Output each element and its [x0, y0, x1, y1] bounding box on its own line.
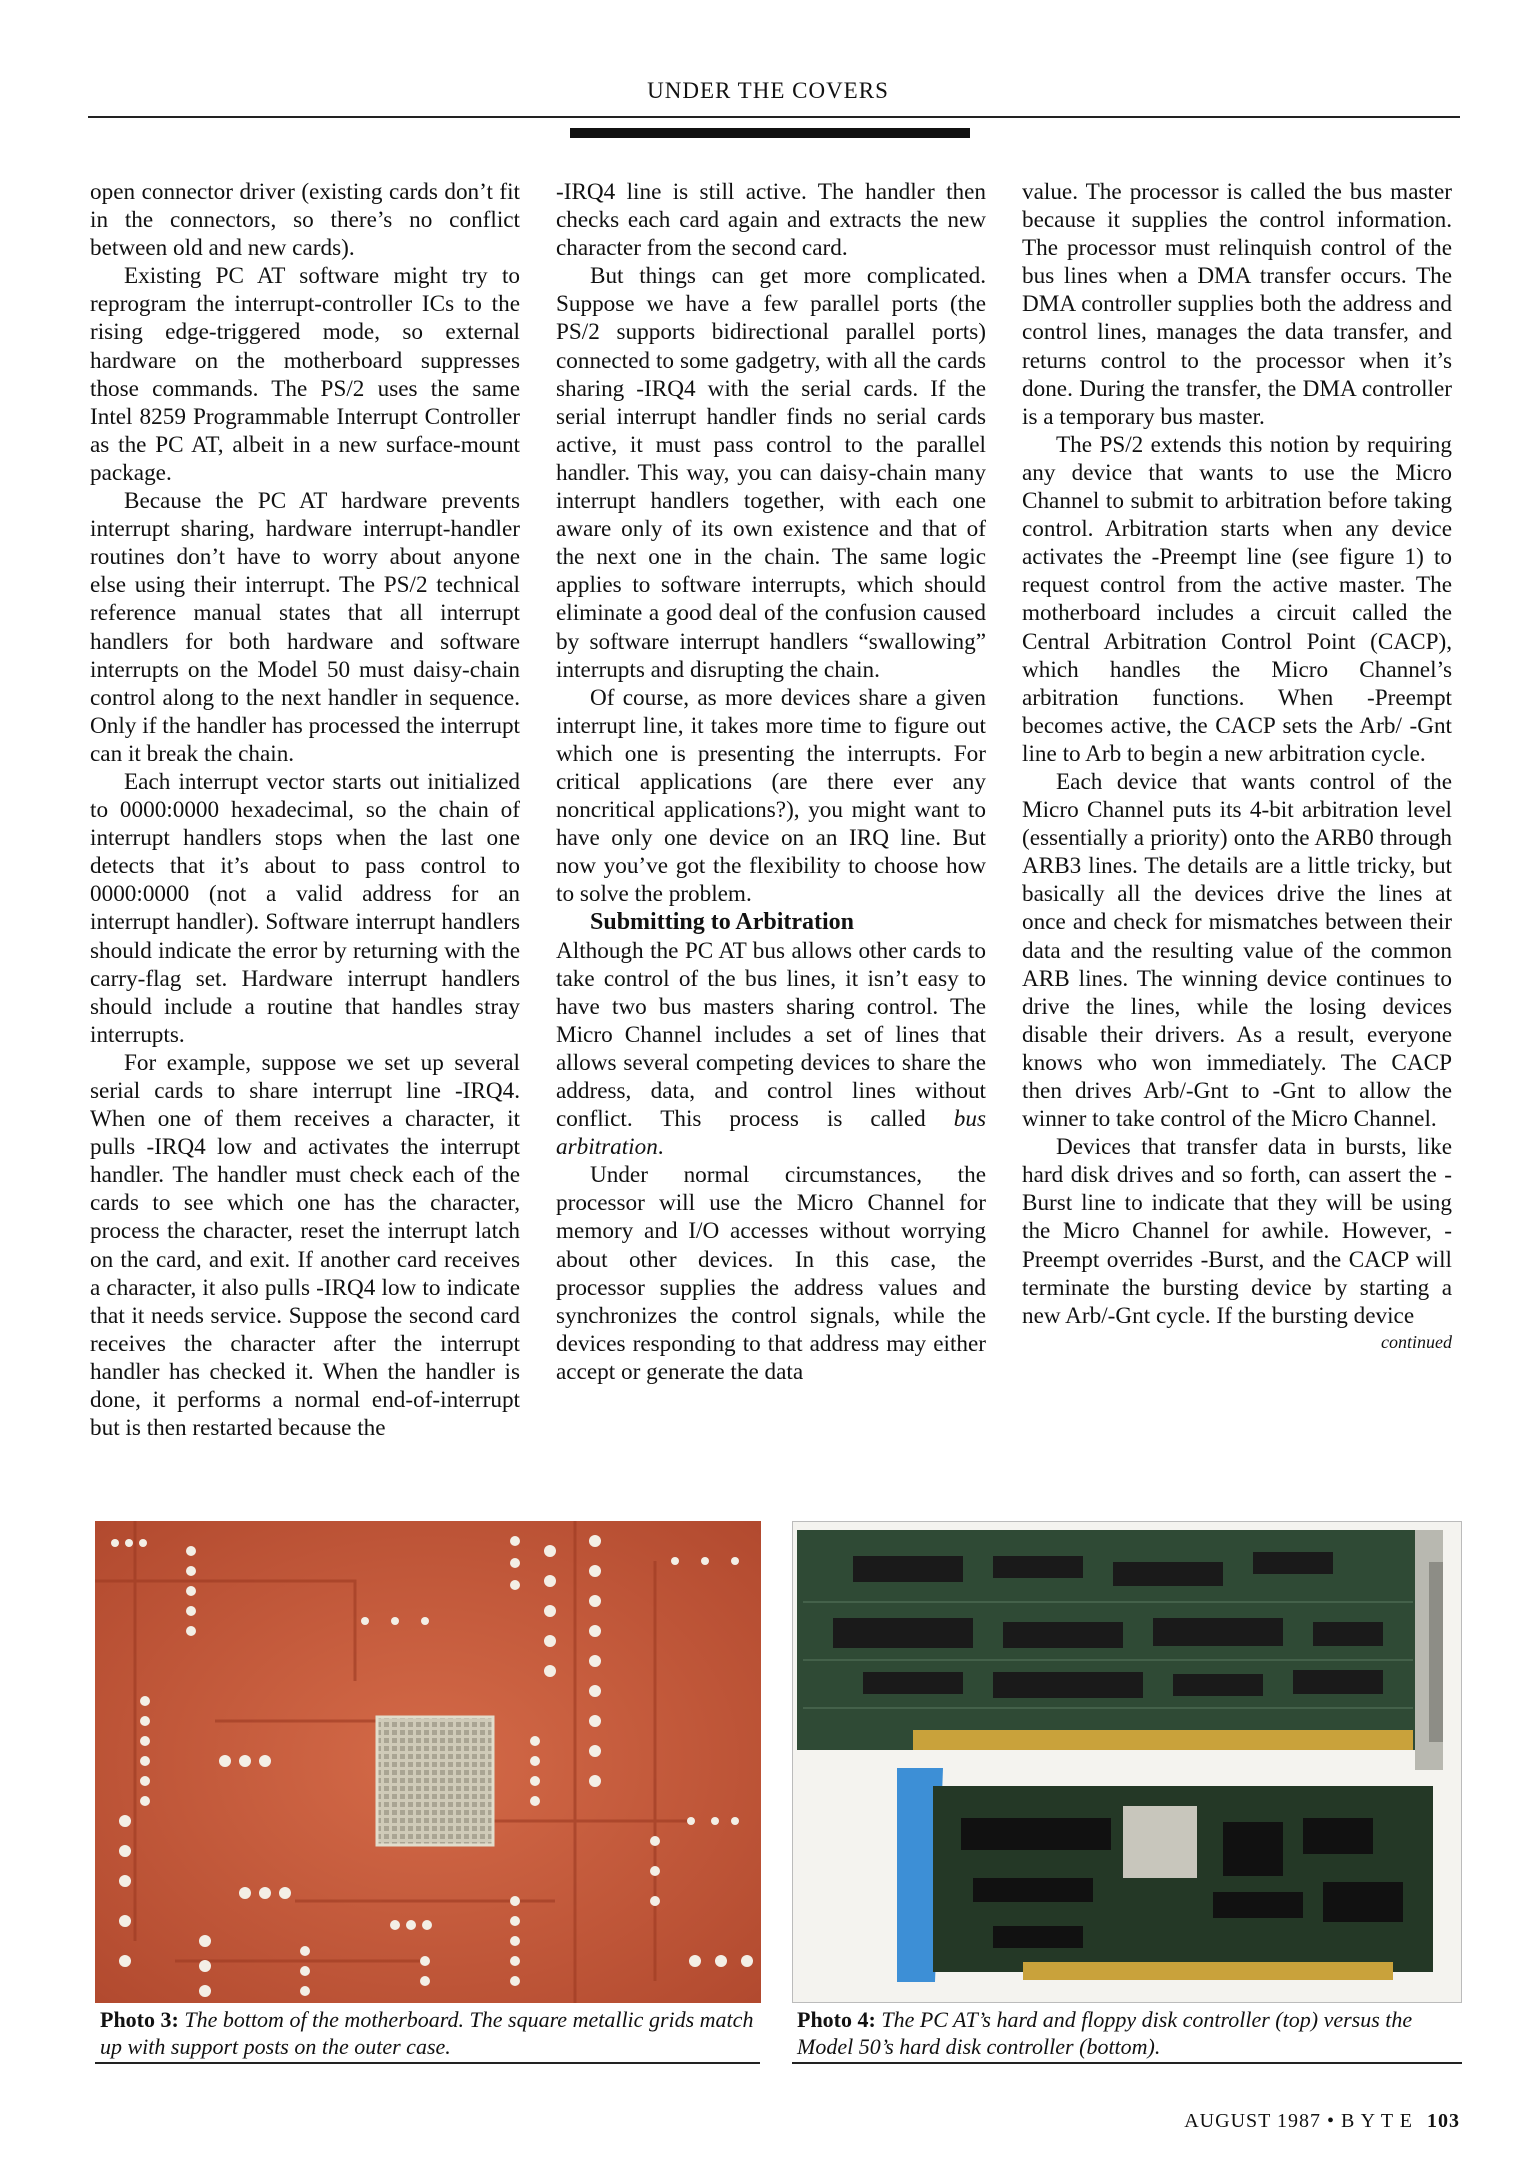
caption-rule [792, 2062, 1462, 2064]
column-1 [90, 178, 520, 1442]
issue-date: AUGUST 1987 • B Y T E [1184, 2110, 1413, 2132]
paragraph: open connector driver (existing cards don’t fit in the connectors, so there’s no conflict between old and new cards). [90, 179, 520, 262]
caption-label: Photo 3: [100, 2007, 179, 2032]
controller-cards-illustration [793, 1522, 1462, 2003]
section-heading: Submitting to Arbitration [590, 909, 855, 936]
motherboard-illustration [95, 1521, 761, 2003]
paragraph: But things can get more complicated. Suppose we have a few parallel ports (the PS/2 supports bidirectional parallel ports) connected to some gadgetry, with all the cards sharing -IRQ4 with the serial cards. If the serial interrupt handler finds no serial cards active, it must pass control to the parallel handler. This way, you can daisy-chain many interrupt handlers together, with each one aware only of its own existence and that of the next one in the chain. The same logic applies to software interrupts, which should eliminate a good deal of the confusion caused by software interrupt handlers “swallowing” interrupts and disrupting the chain. [556, 263, 986, 683]
paragraph: Because the PC AT hardware prevents interrupt sharing, hardware interrupt-handler routines don’t have to worry about anyone else using their interrupt. The PS/2 technical reference manual states that all interrupt handlers for both hardware and software interrupts on the Model 50 must daisy-chain control along to the next handler in sequence. Only if the handler has processed the interrupt can it break the chain. [90, 488, 520, 767]
paragraph: Of course, as more devices share a given interrupt line, it takes more time to figure out which one is presenting the interrupts. For critical applications (are there ever any noncritical applications?), you might want to have only one device on an IRQ line. But now you’ve got the flexibility to choose how to solve the problem. [556, 684, 986, 908]
photo-4-disk-controllers [792, 1521, 1462, 2003]
photo-3-motherboard [95, 1521, 761, 2003]
page-number: 103 [1427, 2110, 1460, 2132]
column-2 [556, 178, 986, 1386]
paragraph: Devices that transfer data in bursts, like hard disk drives and so forth, can assert the -Burst line to indicate that they will be using the Micro Channel for awhile. However, -Preempt overrides -Burst, and the CACP will terminate the bursting device by starting a new Arb/-Gnt cycle. If the bursting device [1022, 1134, 1452, 1329]
paragraph: Each interrupt vector starts out initialized to 0000:0000 hexadecimal, so the chain of interrupt handlers stops when the last one detects that it’s about to pass control to 0000:0000 (not a valid address for an interrupt handler). Software interrupt handlers should indicate the error by returning with the carry-flag set. Hardware interrupt handlers should include a routine that handles stray interrupts. [90, 768, 520, 1048]
page-footer [1184, 2110, 1460, 2133]
photo-4-caption [797, 2006, 1463, 2060]
column-3 [1022, 178, 1452, 1356]
paragraph: Existing PC AT software might try to reprogram the interrupt-controller ICs to the rising edge-triggered mode, so external hardware on the motherboard suppresses those commands. The PS/2 uses the same Intel 8259 Programmable Interrupt Controller as the PC AT, albeit in a new surface-mount package. [90, 263, 520, 486]
paragraph: -IRQ4 line is still active. The handler then checks each card again and extracts the new character from the second card. [556, 179, 986, 262]
paragraph-text-end: . [657, 1134, 664, 1161]
caption-text: The bottom of the motherboard. The square metallic grids match up with support posts on the outer case. [100, 2007, 754, 2059]
header-rule [88, 116, 1460, 118]
paragraph: Under normal circumstances, the processor will use the Micro Channel for memory and I/O accesses without worrying about other devices. In this case, the processor supplies the address values and synchronizes the control signals, while the devices responding to that address may either accept or generate the data [556, 1162, 986, 1385]
caption-rule [95, 2062, 760, 2064]
caption-label: Photo 4: [797, 2007, 876, 2032]
continued-label: continued [1381, 1331, 1452, 1352]
paragraph [556, 937, 986, 1162]
running-header: UNDER THE COVERS [647, 78, 889, 103]
caption-text: The PC AT’s hard and floppy disk controller (top) versus the Model 50’s hard disk controller (bottom). [797, 2007, 1413, 2059]
paragraph: The PS/2 extends this notion by requiring any device that wants to use the Micro Channel to submit to arbitration before taking control. Arbitration starts when any device activates the -Preempt line (see figure 1) to request control from the active master. The motherboard includes a circuit called the Central Arbitration Control Point (CACP), which handles the Micro Channel’s arbitration functions. When -Preempt becomes active, the CACP sets the Arb/ -Gnt line to Arb to begin a new arbitration cycle. [1022, 431, 1452, 767]
emphasis-term: bus arbitration [556, 1106, 986, 1161]
paragraph: Each device that wants control of the Micro Channel puts its 4-bit arbitration level (essentially a priority) onto the ARB0 through ARB3 lines. The details are a little tricky, but basically all the devices drive the lines at once and check for mismatches between their data and the resulting value of the common ARB lines. The winning device continues to drive the lines, while the losing devices disable their drivers. As a result, everyone knows who won immediately. The CACP then drives Arb/-Gnt to -Gnt to allow the winner to take control of the Micro Channel. [1022, 768, 1452, 1133]
photo-3-caption [100, 2006, 760, 2060]
paragraph: For example, suppose we set up several serial cards to share interrupt line -IRQ4. When one of them receives a character, it pulls -IRQ4 low and activates the interrupt handler. The handler must check each of the cards to see which one has the character, process the character, reset the interrupt latch on the card, and exit. If another card receives a character, it also pulls -IRQ4 low to indicate that it needs service. Suppose the second card receives the character after the interrupt handler has checked it. When the handler is done, it performs a normal end-of-interrupt but is then restarted because the [90, 1049, 520, 1442]
header-bar [570, 128, 970, 138]
paragraph: value. The processor is called the bus master because it supplies the control information. The processor must relinquish control of the bus lines when a DMA transfer occurs. The DMA controller supplies both the address and control lines, manages the data transfer, and returns control to the processor when it’s done. During the transfer, the DMA controller is a temporary bus master. [1022, 179, 1452, 430]
paragraph-text: Although the PC AT bus allows other cards to take control of the bus lines, it isn’t easy to have two bus masters sharing control. The Micro Channel includes a set of lines that allows several competing devices to share the address, data, and control lines without conflict. This process is called [556, 937, 986, 1133]
